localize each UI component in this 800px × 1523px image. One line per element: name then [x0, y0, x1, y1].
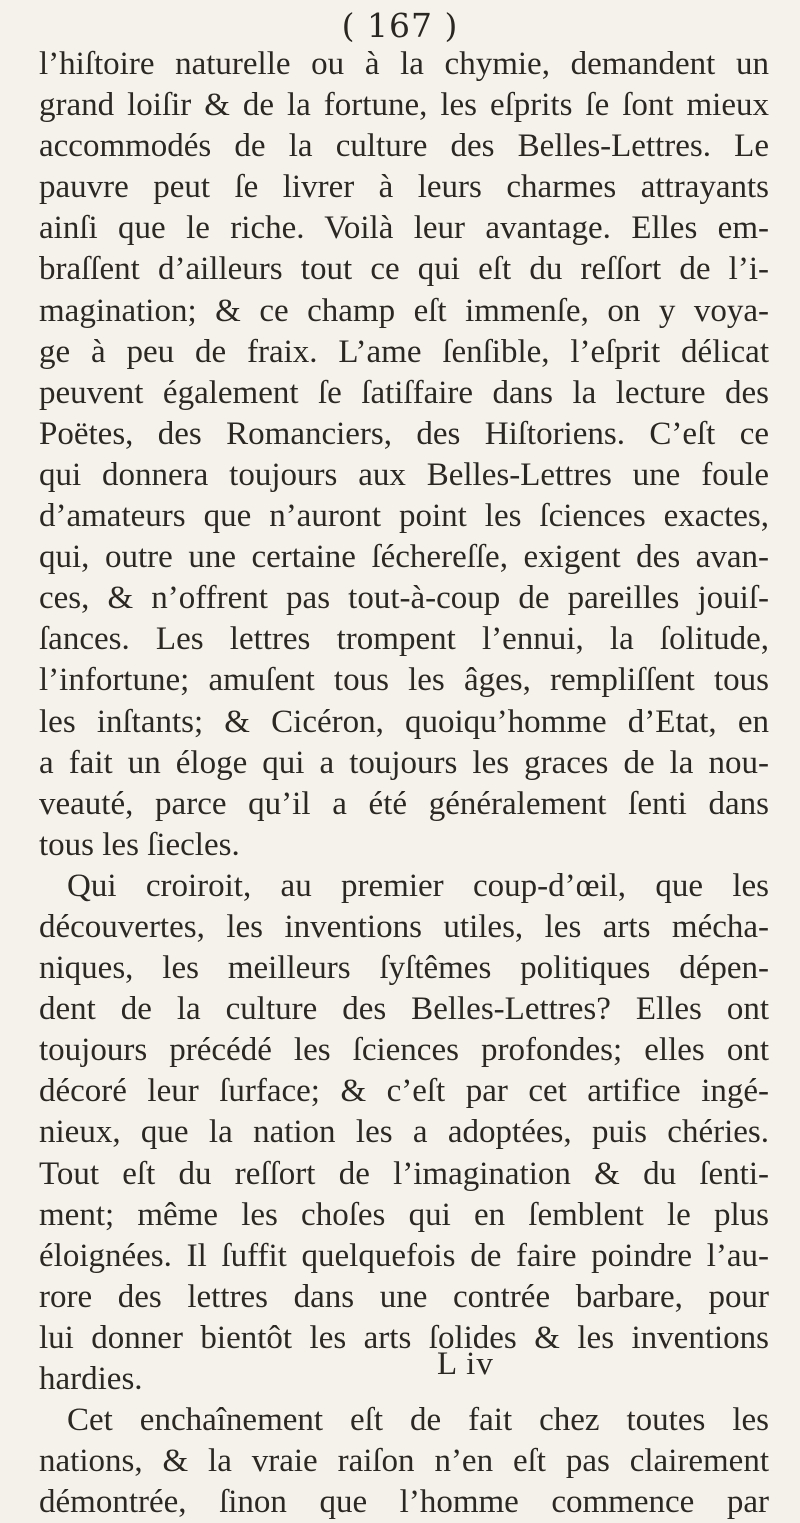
text-line: veauté, parce qu’il a été généralement ſenti dans	[39, 785, 769, 822]
text-line: niques, les meilleurs ſyſtêmes politiques dépen-	[39, 950, 769, 987]
text-line: Tout eſt du reſſort de l’imagination & du ſenti-	[39, 1155, 769, 1192]
text-line: hardies.	[39, 1361, 143, 1397]
text-line: ainſi que le riche. Voilà leur avantage. Elles em-	[39, 210, 769, 247]
text-line: nations, & la vraie raiſon n’en eſt pas clairement	[39, 1443, 769, 1480]
text-line: braſſent d’ailleurs tout ce qui eſt du reſſort de l’i-	[39, 251, 769, 288]
text-line: l’hiſtoire naturelle ou à la chymie, demandent un	[39, 46, 769, 82]
text-line: ſances. Les lettres trompent l’ennui, la ſolitude,	[39, 621, 769, 658]
text-line: dent de la culture des Belles-Lettres? Elles ont	[39, 991, 769, 1028]
text-line: grand loiſir & de la fortune, les eſprits ſe ſont mieux	[39, 87, 769, 124]
text-line: décoré leur ſurface; & c’eſt par cet artifice ingé-	[39, 1073, 769, 1110]
text-line: d’amateurs que n’auront point les ſciences exactes,	[39, 498, 769, 535]
text-line: les inſtants; & Cicéron, quoiqu’homme d’Etat, en	[39, 703, 769, 740]
text-line: ment; même les choſes qui en ſemblent le plus	[39, 1196, 769, 1233]
text-line: magination; & ce champ eſt immenſe, on y voya-	[39, 292, 769, 329]
text-line: a fait un éloge qui a toujours les graces de la nou-	[39, 744, 769, 781]
text-line: ces, & n’offrent pas tout-à-coup de pareilles jouiſ-	[39, 580, 769, 617]
text-line: qui donnera toujours aux Belles-Lettres une foule	[39, 456, 769, 493]
text-line: peuvent également ſe ſatiſfaire dans la lecture des	[39, 374, 769, 411]
text-line: démontrée, ſinon que l’homme commence par	[39, 1484, 769, 1521]
text-line: découvertes, les inventions utiles, les arts mécha-	[39, 908, 769, 945]
text-line: Qui croiroit, au premier coup-d’œil, que les	[67, 867, 769, 904]
text-line: accommodés de la culture des Belles-Lettres. Le	[39, 128, 769, 165]
text-line: ge à peu de fraix. L’ame ſenſible, l’eſprit délicat	[39, 333, 769, 370]
text-line: l’infortune; amuſent tous les âges, rempliſſent tous	[39, 662, 769, 699]
text-line: éloignées. Il ſuffit quelquefois de faire poindre l’au-	[39, 1237, 769, 1274]
text-line: Poëtes, des Romanciers, des Hiſtoriens. C’eſt ce	[39, 415, 769, 452]
text-line: pauvre peut ſe livrer à leurs charmes attrayants	[39, 169, 769, 206]
text-line: lui donner bientôt les arts ſolides & les inventions	[39, 1319, 769, 1356]
text-line: rore des lettres dans une contrée barbare, pour	[39, 1278, 769, 1315]
text-line: Cet enchaînement eſt de fait chez toutes les	[67, 1402, 769, 1439]
signature-mark: L iv	[437, 1346, 494, 1382]
text-line: toujours précédé les ſciences profondes; elles ont	[39, 1032, 769, 1069]
text-line: nieux, que la nation les a adoptées, puis chéries.	[39, 1114, 769, 1151]
page-number-header: ( 167 )	[341, 6, 459, 45]
text-line: tous les ſiecles.	[39, 826, 240, 863]
text-line: qui, outre une certaine ſéchereſſe, exigent des avan-	[39, 539, 769, 576]
body-text	[39, 44, 769, 1523]
